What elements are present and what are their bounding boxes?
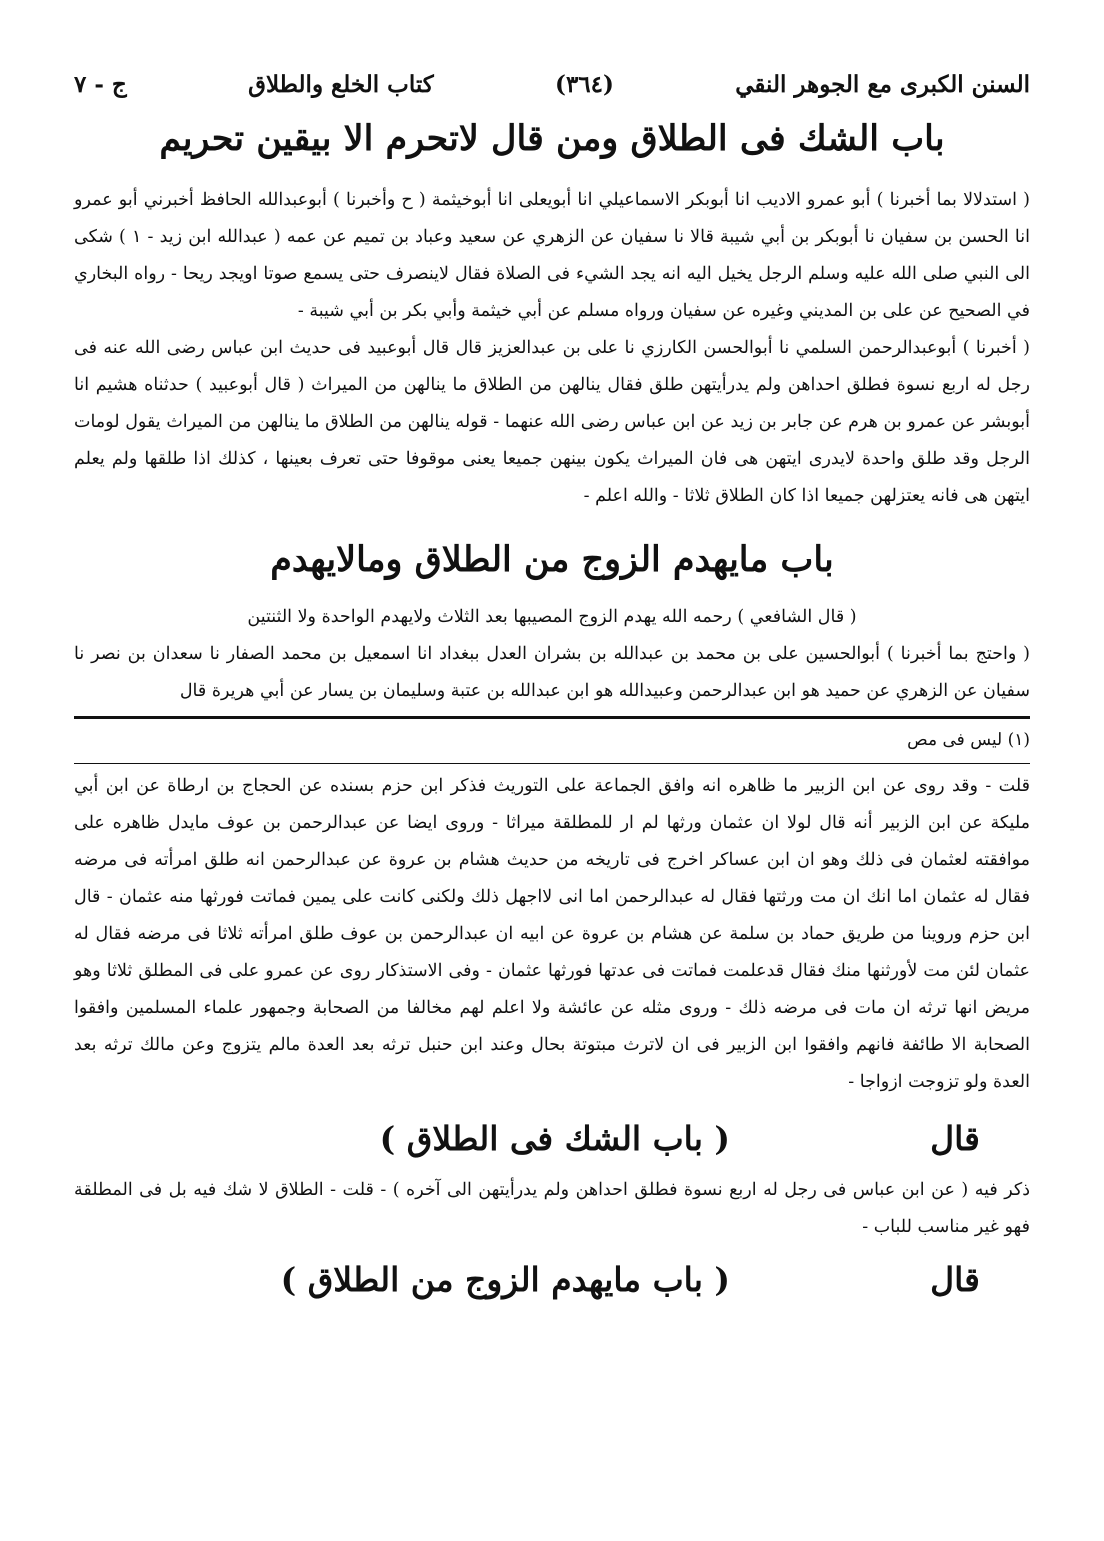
- footnote: (١) ليس فى مص: [907, 729, 1030, 750]
- section-title-header: كتاب الخلع والطلاق: [248, 70, 434, 98]
- commentary-heading-2-title: ( باب مايهدم الزوج من الطلاق ): [280, 1259, 730, 1299]
- chapter-1-paragraph-2: ( أخبرنا ) أبوعبدالرحمن السلمي نا أبوالحسن الكارزي نا على بن عبدالعزيز قال قال أبوعبيد فى حديث ابن عباس رضى الله عنه فى رجل له اربع نسوة فطلق احداهن ولم يدرأيتهن طلق فقال ينالهن من الطلاق ما ينالهن من الميراث ( قال أبوعبيد ) حدثناه هشيم انا أبوبشر عن عمرو بن هرم عن جابر بن زيد عن ابن عباس رضى الله عنهما - قوله ينالهن من الطلاق ما ينالهن من الميراث يقول لومات الرجل وقد طلق واحدة لايدرى ايتهن هى فان الميراث يكون بينهن جميعا يعنى موقوفا حتى تعرف بعينها ، كذلك اذا طلقها ولم يعلم ايتهن هى فانه يعتزلهن جميعا اذا كان الطلاق ثلاثا - والله اعلم -: [74, 338, 1030, 506]
- chapter-2-intro: ( قال الشافعي ) رحمه الله يهدم الزوج المصيبها بعد الثلاث ولايهدم الواحدة ولا الثنتين: [247, 606, 857, 627]
- chapter-1-paragraph-1: ( استدلالا بما أخبرنا ) أبو عمرو الاديب انا أبوبكر الاسماعيلي انا أبويعلى انا أبوخيثمة ( ح وأخبرنا ) أبوعبدالله الحافظ أخبرني أبو عمرو انا الحسن بن سفيان نا أبوبكر بن أبي شيبة قالا نا سفيان عن الزهري عن سعيد وعباد بن تميم عن عمه ( عبدالله ابن زيد - ١ ) شكى الى النبي صلى الله عليه وسلم الرجل يخيل اليه انه يجد الشيء فى الصلاة فقال لاينصرف حتى يسمع صوتا اويجد ريحا - رواه البخاري في الصحيح عن على بن المديني وغيره عن سفيان ورواه مسلم عن أبي خيثمة وأبي بكر بن أبي شيبة -: [74, 190, 1030, 321]
- page-header: [74, 62, 1030, 106]
- chapter-2-paragraph: ( واحتج بما أخبرنا ) أبوالحسين على بن محمد بن عبدالله بن بشران العدل ببغداد انا اسمعيل بن محمد الصفار نا سعدان بن نصر نا سفيان عن الزهري عن حميد هو ابن عبدالرحمن وعبيدالله هو ابن عبدالله بن عتبة وسليمان بن يسار عن أبي هريرة قال: [74, 643, 1030, 701]
- page-number: (٣٦٤): [555, 70, 614, 98]
- volume-number: ج - ٧: [74, 70, 127, 98]
- qal-label-1: قال: [930, 1118, 980, 1158]
- commentary-paragraph-2: ذكر فيه ( عن ابن عباس فى رجل له اربع نسوة فطلق احداهن ولم يدرأيتهن الى آخره ) - قلت - الطلاق لا شك فيه بل فى المطلقة فهو غير مناسب للباب -: [74, 1179, 1030, 1237]
- commentary-paragraph: قلت - وقد روى عن ابن الزبير ما ظاهره انه وافق الجماعة على التوريث فذكر ابن حزم بسنده عن الحجاج بن ارطاة عن ابن أبي مليكة عن ابن الزبير أنه قال لولا ان عثمان ورثها لم ار للمطلقة ميراثا - وروى ايضا عن عبدالرحمن بن عوف مايدل ظاهره على موافقته لعثمان فى ذلك وهو ان ابن عساكر اخرج فى تاريخه من حديث هشام بن عروة عن عبدالرحمن انه طلق امرأته فى مرضه فقال له عثمان اما انك ان مت ورثتها فقال له عبدالرحمن اما انى لااجهل ذلك ولكنى كانت على يمين فماتت فورثها منه عثمان - قال ابن حزم وروينا من طريق حماد بن سلمة عن هشام بن عروة عن ابيه ان عبدالرحمن بن عوف طلق امرأته ثلاثا فى مرضه فقال له عثمان لئن مت لأورثنها منك فقال قدعلمت فماتت فى عدتها فورثها عثمان - وفى الاستذكار روى عن عمرو على فى المطلق ثلاثا وهو مريض انها ترثه ان مات فى مرضه ذلك - وروى مثله عن عائشة ولا اعلم لهم مخالفا من الصحابة وجمهور علماء المسلمين وافقوا الصحابة الا طائفة فانهم وافقوا ابن الزبير فى ان لاترث مبتوتة بحال وعند ابن حنبل ترثه بعد العدة مالم يتزوج وعن مالك ترثه بعد العدة ولو تزوجت ازواجا -: [74, 775, 1030, 1092]
- chapter-1-title: باب الشك فى الطلاق ومن قال لاتحرم الا بيقين تحريم: [159, 118, 945, 159]
- commentary-heading-2: [74, 1260, 1030, 1299]
- book-title: السنن الكبرى مع الجوهر النقي: [735, 70, 1030, 98]
- commentary-heading-1: [74, 1119, 1030, 1158]
- commentary-divider: [74, 763, 1030, 764]
- commentary-heading-1-title: ( باب الشك فى الطلاق ): [379, 1118, 730, 1158]
- qal-label-2: قال: [930, 1259, 980, 1299]
- footnote-divider: [74, 716, 1030, 719]
- chapter-2-title: باب مايهدم الزوج من الطلاق ومالايهدم: [270, 539, 834, 580]
